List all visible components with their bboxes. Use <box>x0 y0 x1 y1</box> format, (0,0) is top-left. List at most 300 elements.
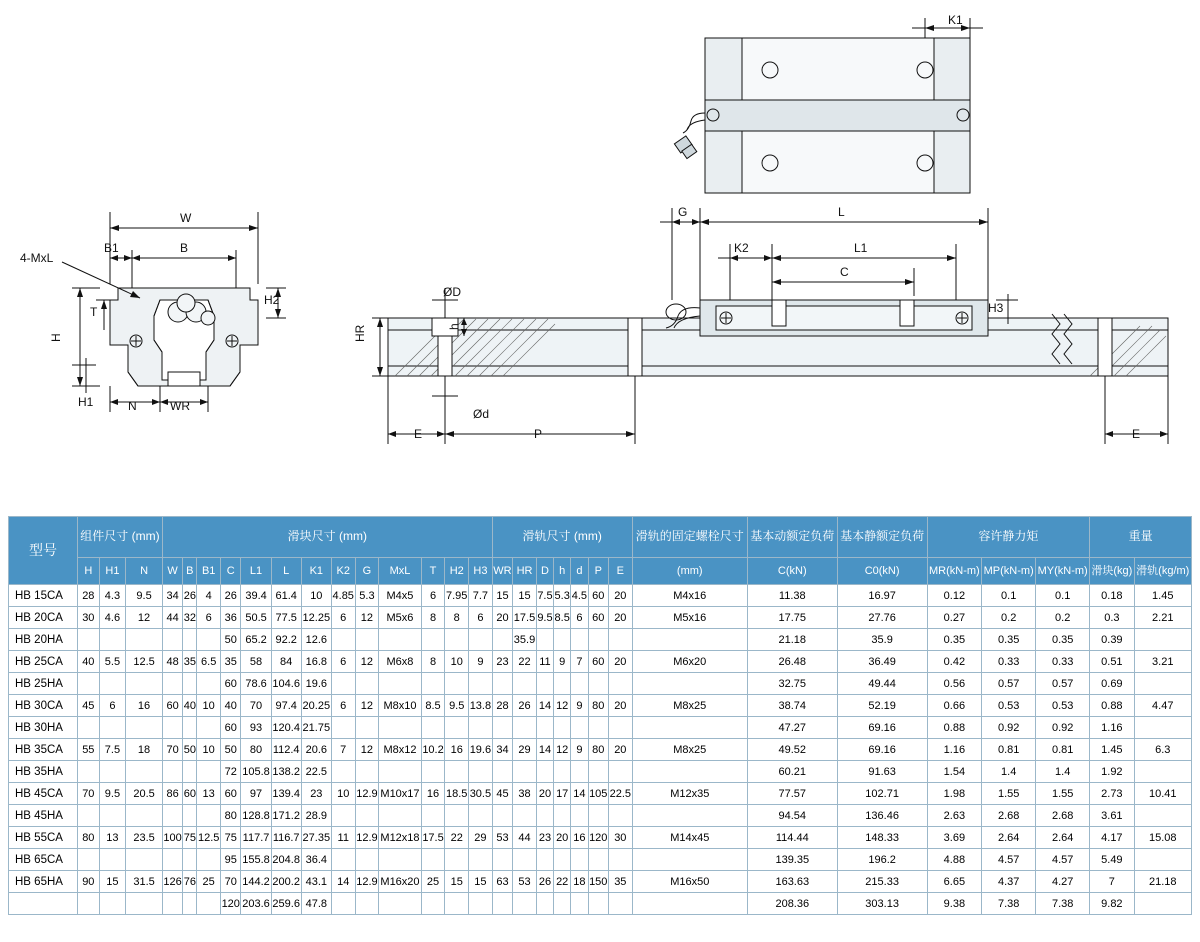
cell-my: 0.81 <box>1036 739 1090 761</box>
cell-mp: 0.57 <box>982 673 1036 695</box>
cell-my: 0.35 <box>1036 629 1090 651</box>
cell-t: 8 <box>421 651 445 673</box>
cell-wr: 63 <box>492 871 512 893</box>
header-col-block-weight: 滑块(kg) <box>1090 558 1134 585</box>
cell-c0_kn: 303.13 <box>837 893 927 915</box>
cell-l: 204.8 <box>271 849 301 871</box>
cell-c_kn: 38.74 <box>747 695 837 717</box>
header-col-P: P <box>588 558 608 585</box>
cell-mxl <box>379 893 421 915</box>
cell-w: 34 <box>162 585 182 607</box>
header-col-G: G <box>355 558 379 585</box>
cell-k1: 21.75 <box>301 717 331 739</box>
cell-mxl: M5x6 <box>379 607 421 629</box>
cell-l1: 65.2 <box>241 629 271 651</box>
cell-e: 20 <box>608 607 632 629</box>
header-col-static-unit: C0(kN) <box>837 558 927 585</box>
header-col-H1: H1 <box>99 558 126 585</box>
cell-k1: 22.5 <box>301 761 331 783</box>
cell-k1: 16.8 <box>301 651 331 673</box>
cell-c: 60 <box>221 783 241 805</box>
cell-mxl <box>379 761 421 783</box>
cell-k1: 36.4 <box>301 849 331 871</box>
cell-d <box>571 629 588 651</box>
cell-d <box>536 673 553 695</box>
cell-c: 60 <box>221 717 241 739</box>
row-model: HB 55CA <box>9 827 78 849</box>
label-h: H <box>49 333 63 342</box>
cell-g: 12 <box>355 607 379 629</box>
table-row <box>9 739 1192 761</box>
cell-t: 6 <box>421 585 445 607</box>
cell-w <box>162 717 182 739</box>
table-row <box>9 871 1192 893</box>
cell-my: 0.33 <box>1036 651 1090 673</box>
cell-wr <box>492 805 512 827</box>
cell-wrail <box>1134 761 1191 783</box>
cell-p: 60 <box>588 585 608 607</box>
cell-h1: 13 <box>99 827 126 849</box>
cell-w: 86 <box>162 783 182 805</box>
cell-c: 36 <box>221 607 241 629</box>
cell-l1: 80 <box>241 739 271 761</box>
table-row <box>9 673 1192 695</box>
cell-wrail <box>1134 717 1191 739</box>
header-group-static: 基本静额定负荷 <box>837 517 927 558</box>
cell-bolt <box>632 805 747 827</box>
label-n: N <box>128 399 137 413</box>
cell-l1: 128.8 <box>241 805 271 827</box>
cell-h <box>78 849 100 871</box>
cell-mp: 0.92 <box>982 717 1036 739</box>
cell-b <box>183 673 197 695</box>
cell-my: 0.57 <box>1036 673 1090 695</box>
cell-k2 <box>331 629 355 651</box>
cell-h: 9 <box>554 651 571 673</box>
cell-mr: 9.38 <box>927 893 982 915</box>
cell-d: 7.5 <box>536 585 553 607</box>
cell-c0_kn: 16.97 <box>837 585 927 607</box>
cell-wblock: 1.16 <box>1090 717 1134 739</box>
label-4mxl: 4-MxL <box>20 251 54 265</box>
cell-bolt: M5x16 <box>632 607 747 629</box>
cell-p: 105 <box>588 783 608 805</box>
cell-t: 17.5 <box>421 827 445 849</box>
cell-h: 12 <box>554 739 571 761</box>
cell-d: 7 <box>571 651 588 673</box>
header-col-B1: B1 <box>197 558 221 585</box>
cell-n <box>126 893 163 915</box>
cell-l1: 93 <box>241 717 271 739</box>
cell-mxl: M4x5 <box>379 585 421 607</box>
row-model: HB 30HA <box>9 717 78 739</box>
cell-mxl <box>379 673 421 695</box>
cell-d <box>571 673 588 695</box>
cell-bolt <box>632 849 747 871</box>
cell-n: 20.5 <box>126 783 163 805</box>
cell-h2: 22 <box>445 827 469 849</box>
cell-t <box>421 893 445 915</box>
header-col-L: L <box>271 558 301 585</box>
header-col-K1: K1 <box>301 558 331 585</box>
cell-h: 90 <box>78 871 100 893</box>
cell-k2: 11 <box>331 827 355 849</box>
cell-b1: 10 <box>197 695 221 717</box>
cell-h3: 6 <box>469 607 493 629</box>
cell-h <box>554 849 571 871</box>
cell-h2: 8 <box>445 607 469 629</box>
cell-p: 120 <box>588 827 608 849</box>
cell-w <box>162 805 182 827</box>
cell-g <box>355 893 379 915</box>
cell-d <box>536 717 553 739</box>
cell-n <box>126 805 163 827</box>
cell-h1 <box>99 849 126 871</box>
cell-l1: 117.7 <box>241 827 271 849</box>
cell-d: 20 <box>536 783 553 805</box>
cell-hr: 22 <box>513 651 537 673</box>
row-model <box>9 893 78 915</box>
cell-h1: 9.5 <box>99 783 126 805</box>
cell-wblock: 3.61 <box>1090 805 1134 827</box>
cell-d: 4.5 <box>571 585 588 607</box>
cell-mp: 0.81 <box>982 739 1036 761</box>
cell-c0_kn: 69.16 <box>837 717 927 739</box>
cell-wr: 23 <box>492 651 512 673</box>
cell-t: 8 <box>421 607 445 629</box>
cell-mp: 0.2 <box>982 607 1036 629</box>
table-head <box>9 517 1192 585</box>
cell-wrail <box>1134 805 1191 827</box>
cell-hr <box>513 761 537 783</box>
header-col-WR: WR <box>492 558 512 585</box>
cell-mr: 1.16 <box>927 739 982 761</box>
cell-p: 60 <box>588 651 608 673</box>
cell-n: 12 <box>126 607 163 629</box>
cell-my: 1.4 <box>1036 761 1090 783</box>
table-row <box>9 893 1192 915</box>
cell-mp: 1.55 <box>982 783 1036 805</box>
cell-k2 <box>331 805 355 827</box>
cell-h2 <box>445 717 469 739</box>
cell-e: 30 <box>608 827 632 849</box>
cell-k2: 7 <box>331 739 355 761</box>
cell-k1: 19.6 <box>301 673 331 695</box>
cell-l: 120.4 <box>271 717 301 739</box>
cell-g <box>355 629 379 651</box>
cell-b <box>183 805 197 827</box>
row-model: HB 20CA <box>9 607 78 629</box>
cell-c: 50 <box>221 739 241 761</box>
cell-c: 50 <box>221 629 241 651</box>
cell-b1 <box>197 893 221 915</box>
cell-d: 9.5 <box>536 607 553 629</box>
cell-n: 16 <box>126 695 163 717</box>
header-col-d: d <box>571 558 588 585</box>
cell-h <box>78 893 100 915</box>
cell-h3 <box>469 805 493 827</box>
cell-b1: 10 <box>197 739 221 761</box>
cell-t <box>421 629 445 651</box>
cell-c0_kn: 36.49 <box>837 651 927 673</box>
header-col-h: h <box>554 558 571 585</box>
cell-wr <box>492 673 512 695</box>
cell-n <box>126 849 163 871</box>
header-col-K2: K2 <box>331 558 355 585</box>
cell-p <box>588 849 608 871</box>
cell-b1 <box>197 805 221 827</box>
cell-w <box>162 893 182 915</box>
cell-l1: 155.8 <box>241 849 271 871</box>
cell-c_kn: 208.36 <box>747 893 837 915</box>
cell-wrail: 6.3 <box>1134 739 1191 761</box>
cell-mp: 0.33 <box>982 651 1036 673</box>
table-row <box>9 585 1192 607</box>
cell-g <box>355 849 379 871</box>
cell-hr: 44 <box>513 827 537 849</box>
table-row <box>9 607 1192 629</box>
header-col-HR: HR <box>513 558 537 585</box>
cell-mxl: M16x20 <box>379 871 421 893</box>
cell-c0_kn: 52.19 <box>837 695 927 717</box>
cell-d: 11 <box>536 651 553 673</box>
row-model: HB 35HA <box>9 761 78 783</box>
cell-h2 <box>445 893 469 915</box>
cell-h1: 6 <box>99 695 126 717</box>
cell-l: 112.4 <box>271 739 301 761</box>
header-col-E: E <box>608 558 632 585</box>
header-col-C: C <box>221 558 241 585</box>
cell-wrail: 3.21 <box>1134 651 1191 673</box>
cell-wrail <box>1134 849 1191 871</box>
table-row <box>9 783 1192 805</box>
cell-c0_kn: 148.33 <box>837 827 927 849</box>
cell-mr: 0.35 <box>927 629 982 651</box>
header-col-dynamic-unit: C(kN) <box>747 558 837 585</box>
cell-h3: 30.5 <box>469 783 493 805</box>
cell-l: 116.7 <box>271 827 301 849</box>
cell-p <box>588 717 608 739</box>
cell-mxl: M6x8 <box>379 651 421 673</box>
cell-bolt <box>632 673 747 695</box>
cell-g <box>355 805 379 827</box>
cell-g: 12.9 <box>355 827 379 849</box>
cell-mr: 3.69 <box>927 827 982 849</box>
cell-c_kn: 60.21 <box>747 761 837 783</box>
cell-c_kn: 21.18 <box>747 629 837 651</box>
cell-h1 <box>99 761 126 783</box>
cell-b1: 12.5 <box>197 827 221 849</box>
cell-wblock: 9.82 <box>1090 893 1134 915</box>
table-row <box>9 761 1192 783</box>
cell-n: 18 <box>126 739 163 761</box>
cell-mp: 0.53 <box>982 695 1036 717</box>
cell-hr: 35.9 <box>513 629 537 651</box>
cell-p <box>588 629 608 651</box>
cell-b1: 4 <box>197 585 221 607</box>
cell-k2 <box>331 893 355 915</box>
cell-wrail <box>1134 893 1191 915</box>
cell-c: 35 <box>221 651 241 673</box>
cell-e: 20 <box>608 651 632 673</box>
cell-c: 26 <box>221 585 241 607</box>
label-t: T <box>90 305 98 319</box>
cell-h1: 15 <box>99 871 126 893</box>
cell-b: 50 <box>183 739 197 761</box>
row-model: HB 35CA <box>9 739 78 761</box>
cell-l1: 203.6 <box>241 893 271 915</box>
cell-k2: 14 <box>331 871 355 893</box>
cell-d: 14 <box>536 695 553 717</box>
cell-l1: 78.6 <box>241 673 271 695</box>
table-row <box>9 695 1192 717</box>
cell-h <box>554 673 571 695</box>
cell-g: 5.3 <box>355 585 379 607</box>
cell-mr: 0.42 <box>927 651 982 673</box>
cell-hr: 53 <box>513 871 537 893</box>
cell-h <box>554 761 571 783</box>
label-smalld: Ød <box>473 407 490 421</box>
cell-d <box>571 893 588 915</box>
cell-wblock: 2.73 <box>1090 783 1134 805</box>
cell-l: 84 <box>271 651 301 673</box>
cell-g: 12 <box>355 651 379 673</box>
cell-c_kn: 17.75 <box>747 607 837 629</box>
cell-w: 126 <box>162 871 182 893</box>
cell-c: 80 <box>221 805 241 827</box>
cell-h: 45 <box>78 695 100 717</box>
cell-c0_kn: 49.44 <box>837 673 927 695</box>
cell-l1: 58 <box>241 651 271 673</box>
cell-g: 12.9 <box>355 871 379 893</box>
cell-mxl <box>379 849 421 871</box>
cell-k1: 12.25 <box>301 607 331 629</box>
cell-e <box>608 849 632 871</box>
cell-h3 <box>469 761 493 783</box>
cell-wr <box>492 717 512 739</box>
cell-g <box>355 673 379 695</box>
label-h3: H3 <box>988 301 1004 315</box>
cell-t: 8.5 <box>421 695 445 717</box>
cell-h <box>78 761 100 783</box>
cell-h1: 7.5 <box>99 739 126 761</box>
cell-k2: 4.85 <box>331 585 355 607</box>
cell-h2 <box>445 805 469 827</box>
cell-wblock: 0.18 <box>1090 585 1134 607</box>
cell-l1: 105.8 <box>241 761 271 783</box>
cell-n <box>126 673 163 695</box>
cell-h2: 16 <box>445 739 469 761</box>
cell-h2 <box>445 673 469 695</box>
cell-my: 4.27 <box>1036 871 1090 893</box>
cell-h: 12 <box>554 695 571 717</box>
cell-p <box>588 893 608 915</box>
cell-h3: 29 <box>469 827 493 849</box>
cell-h <box>554 629 571 651</box>
header-col-L1: L1 <box>241 558 271 585</box>
cell-k2: 6 <box>331 651 355 673</box>
label-l: L <box>838 205 845 219</box>
cell-bolt: M12x35 <box>632 783 747 805</box>
cell-wr: 53 <box>492 827 512 849</box>
cell-mp: 2.68 <box>982 805 1036 827</box>
cell-mp: 4.37 <box>982 871 1036 893</box>
cell-my: 1.55 <box>1036 783 1090 805</box>
cell-t: 25 <box>421 871 445 893</box>
label-p: P <box>534 427 543 441</box>
cell-c_kn: 94.54 <box>747 805 837 827</box>
cell-t: 16 <box>421 783 445 805</box>
row-model: HB 65HA <box>9 871 78 893</box>
cell-g <box>355 717 379 739</box>
header-col-H3: H3 <box>469 558 493 585</box>
cell-h2 <box>445 849 469 871</box>
cell-h: 30 <box>78 607 100 629</box>
header-col-H: H <box>78 558 100 585</box>
cell-hr <box>513 717 537 739</box>
header-col-T: T <box>421 558 445 585</box>
cell-d <box>536 629 553 651</box>
header-col-MP: MP(kN-m) <box>982 558 1036 585</box>
cell-bolt <box>632 893 747 915</box>
cell-p: 150 <box>588 871 608 893</box>
cell-h: 55 <box>78 739 100 761</box>
cell-c: 75 <box>221 827 241 849</box>
cell-k1: 12.6 <box>301 629 331 651</box>
cell-bolt <box>632 761 747 783</box>
cell-mr: 0.27 <box>927 607 982 629</box>
cell-mr: 0.88 <box>927 717 982 739</box>
cell-c0_kn: 102.71 <box>837 783 927 805</box>
cell-mr: 1.98 <box>927 783 982 805</box>
cell-h: 17 <box>554 783 571 805</box>
cell-d <box>571 717 588 739</box>
header-col-MR: MR(kN-m) <box>927 558 982 585</box>
cell-mp: 0.35 <box>982 629 1036 651</box>
cell-w <box>162 761 182 783</box>
cell-b: 75 <box>183 827 197 849</box>
cell-h <box>78 673 100 695</box>
cell-p <box>588 673 608 695</box>
cell-l1: 97 <box>241 783 271 805</box>
cell-e: 35 <box>608 871 632 893</box>
cell-my: 0.53 <box>1036 695 1090 717</box>
cell-mp: 0.1 <box>982 585 1036 607</box>
cell-h: 5.3 <box>554 585 571 607</box>
cell-mr: 6.65 <box>927 871 982 893</box>
label-b1: B1 <box>104 241 119 255</box>
cell-d: 26 <box>536 871 553 893</box>
cell-d <box>571 761 588 783</box>
header-col-MY: MY(kN-m) <box>1036 558 1090 585</box>
cell-b: 26 <box>183 585 197 607</box>
cell-n: 31.5 <box>126 871 163 893</box>
cell-l: 259.6 <box>271 893 301 915</box>
table-row <box>9 849 1192 871</box>
cell-wrail: 1.45 <box>1134 585 1191 607</box>
cell-mr: 1.54 <box>927 761 982 783</box>
row-model: HB 25HA <box>9 673 78 695</box>
cell-k2 <box>331 849 355 871</box>
cell-wblock: 7 <box>1090 871 1134 893</box>
cell-wblock: 0.3 <box>1090 607 1134 629</box>
cell-h2: 18.5 <box>445 783 469 805</box>
cell-d: 9 <box>571 695 588 717</box>
header-group-bolt: 滑轨的固定螺栓尺寸 <box>632 517 747 558</box>
cell-b <box>183 761 197 783</box>
cell-l: 61.4 <box>271 585 301 607</box>
header-group-weight: 重量 <box>1090 517 1192 558</box>
